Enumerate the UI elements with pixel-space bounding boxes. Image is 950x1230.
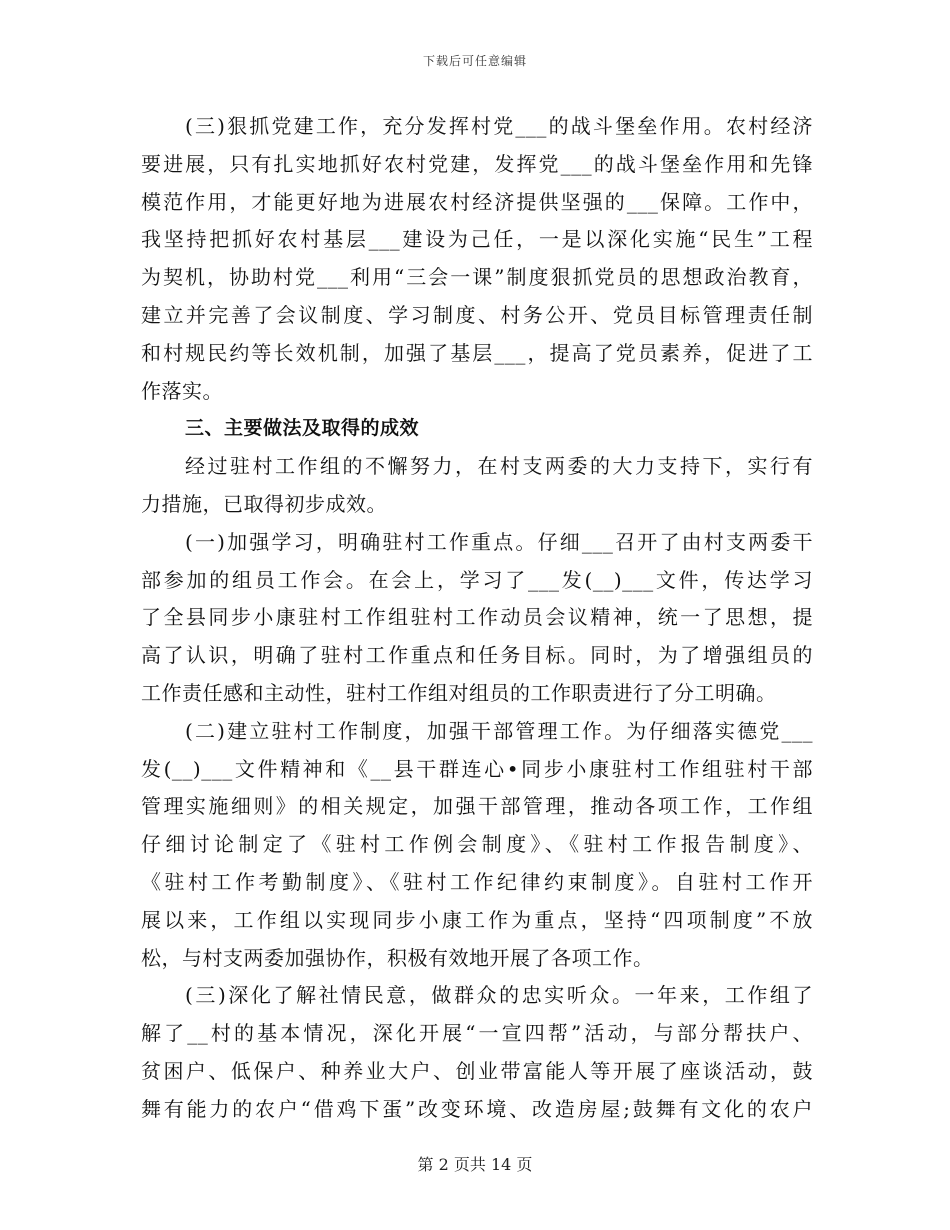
section-heading: 三、主要做法及取得的成效 <box>185 417 420 440</box>
text-line: 经过驻村工作组的不懈努力，在村支两委的大力支持下，实行有 <box>185 454 813 479</box>
text-line: 解了__村的基本情况，深化开展“一宣四帮”活动，与部分帮扶户、 <box>141 1021 813 1046</box>
text-line: 和村规民约等长效机制，加强了基层___，提高了党员素养，促进了工 <box>141 340 813 365</box>
text-line: 为契机，协助村党___利用“三会一课”制度狠抓党员的思想政治教育， <box>141 265 813 290</box>
page-number: 第 2 页共 14 页 <box>417 1155 533 1174</box>
text-line: (一)加强学习，明确驻村工作重点。仔细___召开了由村支两委干 <box>185 529 813 554</box>
text-line: 《驻村工作考勤制度》、《驻村工作纪律约束制度》。自驻村工作开 <box>141 869 813 894</box>
text-line: 建立并完善了会议制度、学习制度、村务公开、党员目标管理责任制 <box>141 302 813 327</box>
text-line: (三)深化了解社情民意，做群众的忠实听众。一年来，工作组了 <box>185 983 813 1008</box>
text-line: 贫困户、低保户、种养业大户、创业带富能人等开展了座谈活动，鼓 <box>141 1058 813 1083</box>
text-line: 我坚持把抓好农村基层___建设为己任，一是以深化实施“民生”工程 <box>141 227 813 252</box>
text-line: 模范作用，才能更好地为进展农村经济提供坚强的___保障。工作中， <box>141 189 813 214</box>
text-line: 发(__)___文件精神和《__县干群连心•同步小康驻村工作组驻村干部 <box>141 756 813 781</box>
text-line: 力措施，已取得初步成效。 <box>141 491 387 516</box>
page-header: 下载后可任意编辑 <box>422 54 527 68</box>
text-line: 仔细讨论制定了《驻村工作例会制度》、《驻村工作报告制度》、 <box>141 832 813 857</box>
text-line: (二)建立驻村工作制度，加强干部管理工作。为仔细落实德党___ <box>185 718 813 743</box>
text-line: 作落实。 <box>141 378 223 403</box>
text-line: 工作责任感和主动性，驻村工作组对组员的工作职责进行了分工明确。 <box>141 680 777 705</box>
text-line: 管理实施细则》的相关规定，加强干部管理，推动各项工作，工作组 <box>141 794 813 819</box>
text-line: 展以来，工作组以实现同步小康工作为重点，坚持“四项制度”不放 <box>141 907 813 932</box>
document-body <box>141 108 813 1129</box>
text-line: 了全县同步小康驻村工作组驻村工作动员会议精神，统一了思想，提 <box>141 605 813 630</box>
text-line: 舞有能力的农户“借鸡下蛋”改变环境、改造房屋;鼓舞有文化的农户 <box>141 1096 813 1121</box>
text-line: 高了认识，明确了驻村工作重点和任务目标。同时，为了增强组员的 <box>141 643 813 668</box>
text-line: 部参加的组员工作会。在会上，学习了___发(__)___文件，传达学习 <box>141 567 813 592</box>
text-line: 要进展，只有扎实地抓好农村党建，发挥党___的战斗堡垒作用和先锋 <box>141 151 813 176</box>
text-line: (三)狠抓党建工作，充分发挥村党___的战斗堡垒作用。农村经济 <box>185 114 813 138</box>
text-line: 松，与村支两委加强协作，积极有效地开展了各项工作。 <box>141 945 654 970</box>
